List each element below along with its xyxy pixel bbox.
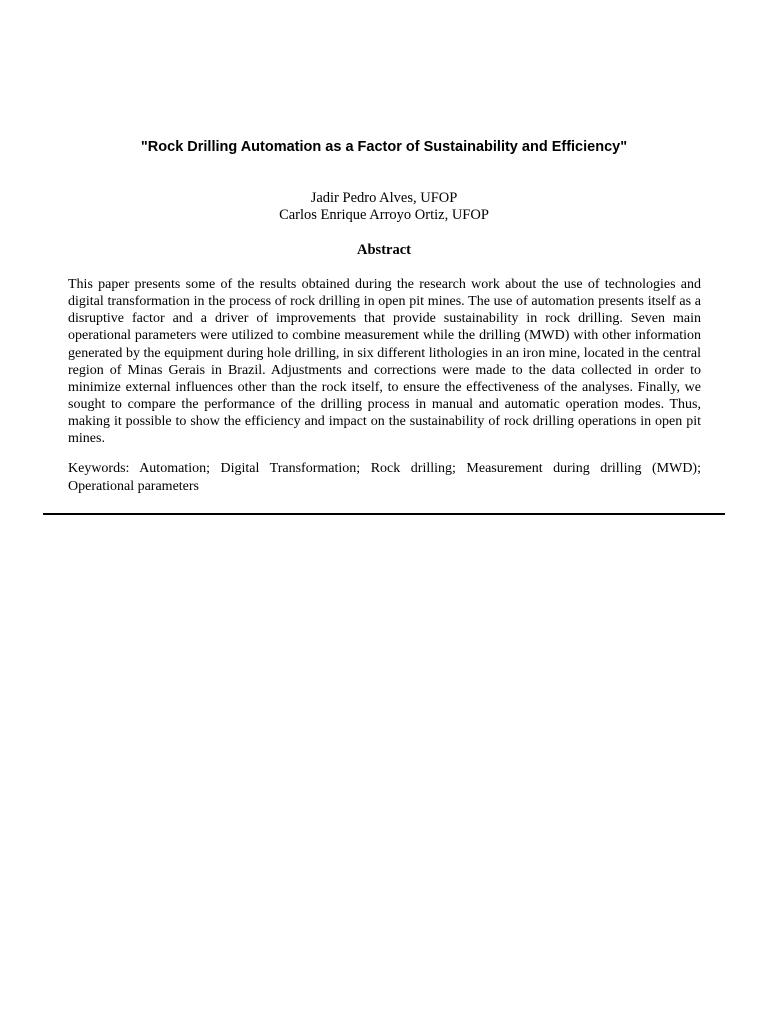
section-divider [43, 513, 725, 515]
keywords-text: Keywords: Automation; Digital Transformation; Rock drilling; Measurement during drilling (MWD); Operational parameters [68, 461, 701, 494]
abstract-text: This paper presents some of the results obtained during the research work about the use of technologies and digital transformation in the process of rock drilling in open pit mines. The use of automation presents itself as a disruptive factor and a driver of improvements that provide sustainability in rock drilling. Seven main operational parameters were utilized to combine measurement while the drilling (MWD) with other information generated by the equipment during hole drilling, in six different lithologies in an iron mine, located in the central region of Minas Gerais in Brazil. Adjustments and corrections were made to the data collected in order to minimize external influences other than the rock itself, to ensure the effectiveness of the analyses. Finally, we sought to compare the performance of the drilling process in manual and automatic operation modes. Thus, making it possible to show the efficiency and impact on the sustainability of rock drilling operations in open pit mines. [68, 277, 701, 447]
paper-title: "Rock Drilling Automation as a Factor of Sustainability and Efficiency" [140, 139, 628, 155]
author-1: Jadir Pedro Alves, UFOP [310, 190, 458, 206]
author-list [60, 190, 708, 224]
author-2: Carlos Enrique Arroyo Ortiz, UFOP [279, 207, 489, 223]
abstract-heading: Abstract [357, 242, 411, 258]
